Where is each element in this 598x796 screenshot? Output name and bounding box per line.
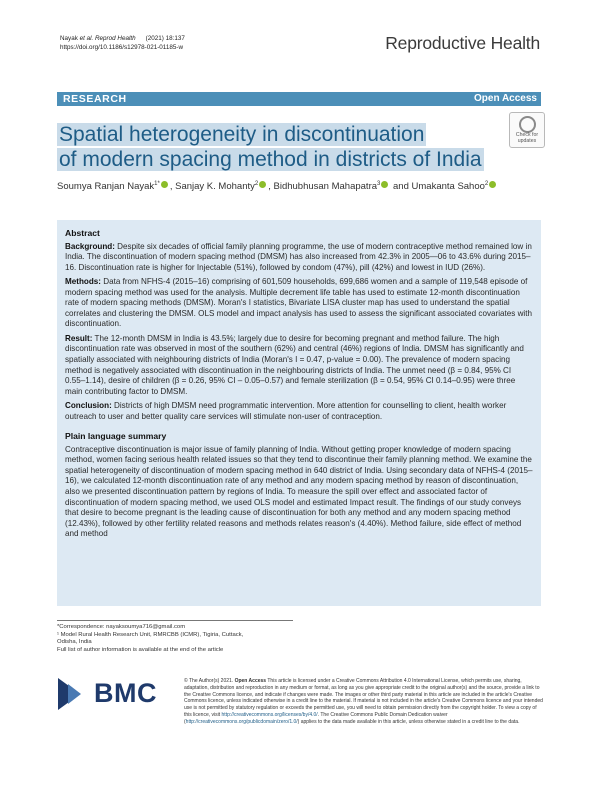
license-text bbox=[184, 678, 544, 726]
check-updates-icon bbox=[519, 116, 536, 133]
article-type-label: RESEARCH bbox=[63, 93, 127, 105]
methods-text: Data from NFHS-4 (2015–16) comprising of 601,509 households, 699,686 women and a sample of 119,548 episode of modern spacing method was used for the analysis. Multiple decrement life table has used to estimate 12-month discontinuation rate of modern spacing methods (DMSM). Moran's I statistics, Bivariate LISA cluster map has used to understand the spatial correlates and clustering the DMSM. OLS model and impact analysis has used to assess the significant associated covariates with discontinuation. bbox=[65, 277, 532, 329]
bmc-logo bbox=[58, 678, 168, 710]
abstract-conclusion bbox=[65, 401, 533, 422]
conclusion-text: Districts of high DMSM need programmatic intervention. More attention for counselling to client, health worker outreach to user and better quality care services will stimulate non-user of contraception. bbox=[65, 401, 507, 421]
orcid-icon[interactable] bbox=[489, 181, 496, 188]
author-affiliation-mark: 2 bbox=[484, 181, 489, 187]
article-title bbox=[57, 122, 484, 172]
author-name: Soumya Ranjan Nayak bbox=[57, 181, 155, 193]
result-text: The 12-month DMSM in India is 43.5%; largely due to desire for becoming pregnant and method failure. The high discontinuation rate was observed in most of the southern (62%) and central (46%) regions of India. DMSM has significantly and spatially associated with neighbouring districts of India (Moran's I = 0.47, p-value = 0.00). The prevalence of modern spacing method is negatively associated with discontinuation in the neighbouring districts of India. The unmet need (β = 0.84, 95% CI 0.55–1.14), desire of children (β = 0.26, 95% CI – 0.05–0.57) and female sterilization (β = 0.54, 95% CI 0.14–0.95) were three main contributing factor to DMSM. bbox=[65, 333, 524, 396]
author-name: and Umakanta Sahoo bbox=[393, 181, 485, 193]
background-label: Background: bbox=[65, 241, 115, 251]
check-updates-line2: updates bbox=[517, 138, 537, 144]
check-updates-line1: Check for bbox=[515, 132, 539, 138]
orcid-icon[interactable] bbox=[381, 181, 388, 188]
author-separator: , bbox=[268, 181, 271, 193]
bmc-logo-text: BMC bbox=[94, 678, 157, 708]
license-body-2: . The Creative Commons Public Domain Dedication waiver ( bbox=[184, 711, 448, 725]
abstract-methods bbox=[65, 277, 533, 330]
title-line-2: of modern spacing method in districts of India bbox=[59, 148, 482, 171]
license-body: This article is licensed under a Creative Commons Attribution 4.0 International License, which permits use, sharing, adaptation, distribution and reproduction in any medium or format, as long as you give appropriate credit to the original author(s) and the source, provide a link to the Creative Commons licence, and indicate if changes were made. The images or other third party material in this article are included in the article's Creative Commons licence, unless indicated otherwise in a credit line to the material. If material is not included in the article's Creative Commons licence and your intended use is not permitted by statutory regulation or exceeds the permitted use, you will need to obtain permission directly from the copyright holder. To view a copy of this licence, visit bbox=[184, 678, 543, 718]
journal-name: Reproductive Health bbox=[385, 33, 540, 53]
orcid-icon[interactable] bbox=[161, 181, 168, 188]
title-line-1: Spatial heterogeneity in discontinuation bbox=[59, 123, 425, 146]
footnotes bbox=[57, 624, 243, 654]
bmc-arrow-inner-icon bbox=[68, 684, 81, 704]
author-affiliation-mark: 3 bbox=[377, 181, 381, 187]
correspondence-email[interactable]: *Correspondence: nayaksoumya716@gmail.com bbox=[57, 624, 186, 630]
open-access-label: Open Access bbox=[474, 93, 537, 104]
citation-block bbox=[60, 34, 185, 52]
plain-summary-heading: Plain language summary bbox=[65, 431, 167, 442]
affiliation-line: ¹ Model Rural Health Research Unit, RMRCBB (ICMR), Tigiria, Cuttack, bbox=[57, 631, 244, 638]
section-bar bbox=[57, 92, 541, 106]
license-body-3: ) applies to the data made available in this article, unless otherwise stated in a credit line to the data. bbox=[297, 718, 520, 725]
author-name: Bidhubhusan Mahapatra bbox=[273, 181, 378, 193]
doi-link[interactable]: https://doi.org/10.1186/s12978-021-01185-w bbox=[60, 44, 183, 51]
author-name: Sanjay K. Mohanty bbox=[175, 181, 255, 193]
check-updates-text bbox=[510, 132, 544, 144]
license-copyright: © The Author(s) 2021. bbox=[184, 678, 235, 684]
abstract-box bbox=[57, 220, 541, 606]
author-separator: , bbox=[169, 181, 173, 193]
affiliation-line: Odisha, India bbox=[57, 639, 92, 646]
conclusion-label: Conclusion: bbox=[65, 401, 112, 411]
result-label: Result: bbox=[65, 333, 93, 343]
abstract-heading: Abstract bbox=[65, 228, 100, 238]
license-link[interactable]: http://creativecommons.org/licenses/by/4.0/ bbox=[221, 711, 318, 718]
license-open-access: Open Access bbox=[234, 678, 267, 684]
citation-year-volume: (2021) 18:137 bbox=[145, 35, 185, 42]
citation-authors: Nayak bbox=[60, 35, 80, 42]
methods-label: Methods: bbox=[65, 277, 101, 287]
citation-journal-abbrev: et al. Reprod Health bbox=[79, 35, 136, 42]
abstract-background bbox=[65, 242, 533, 274]
abstract-result bbox=[65, 334, 533, 397]
orcid-icon[interactable] bbox=[259, 181, 266, 188]
footnote-divider bbox=[57, 620, 293, 621]
author-affiliation-mark: 1* bbox=[154, 181, 160, 187]
public-domain-link[interactable]: http://creativecommons.org/publicdomain/zero/1.0/ bbox=[185, 718, 298, 725]
background-text: Despite six decades of official family planning programme, the use of modern contraceptive method remained low in India. The discontinuation of modern spacing method (DMSM) has also increased from 42.3% in 2005—06 to 43.6% during 2015–16. Discontinuation rate is higher for Injectable (51%), followed by condom (47%), pill (42%) and lowest in IUD (26%). bbox=[65, 241, 532, 272]
citation-line bbox=[60, 34, 185, 43]
author-info-note: Full list of author information is available at the end of the article bbox=[57, 646, 224, 653]
check-for-updates-badge[interactable] bbox=[509, 112, 545, 148]
plain-summary-text: Contraceptive discontinuation is major issue of family planning of India. Without getting proper knowledge of modern spacing method, women facing serious health related issues so that they tend to discontinue their family planning method. We examine the spatial heterogeneity of discontinuation of modern spacing method in 640 district of India. Using secondary data of NFHS-4 (2015–16), we calculated 12-month discontinuation rate of any method and any modern spacing method by reason of discontinuation, also we presented discontinuation pattern by regions of India. To measure the spill over effect and associated factor of discontinuation of modern spacing method, we used OLS model and estimated Impact result. The findings of our study conveys that desire to become pregnant is the leading cause of discontinuation for both any method and any modern spacing method (12.43%), followed by other fertility related reasons and methods relates reason's (4.40%). Method failure, side effect of method and method bbox=[65, 444, 533, 539]
author-list bbox=[57, 181, 498, 192]
author-affiliation-mark: 2 bbox=[254, 181, 259, 187]
